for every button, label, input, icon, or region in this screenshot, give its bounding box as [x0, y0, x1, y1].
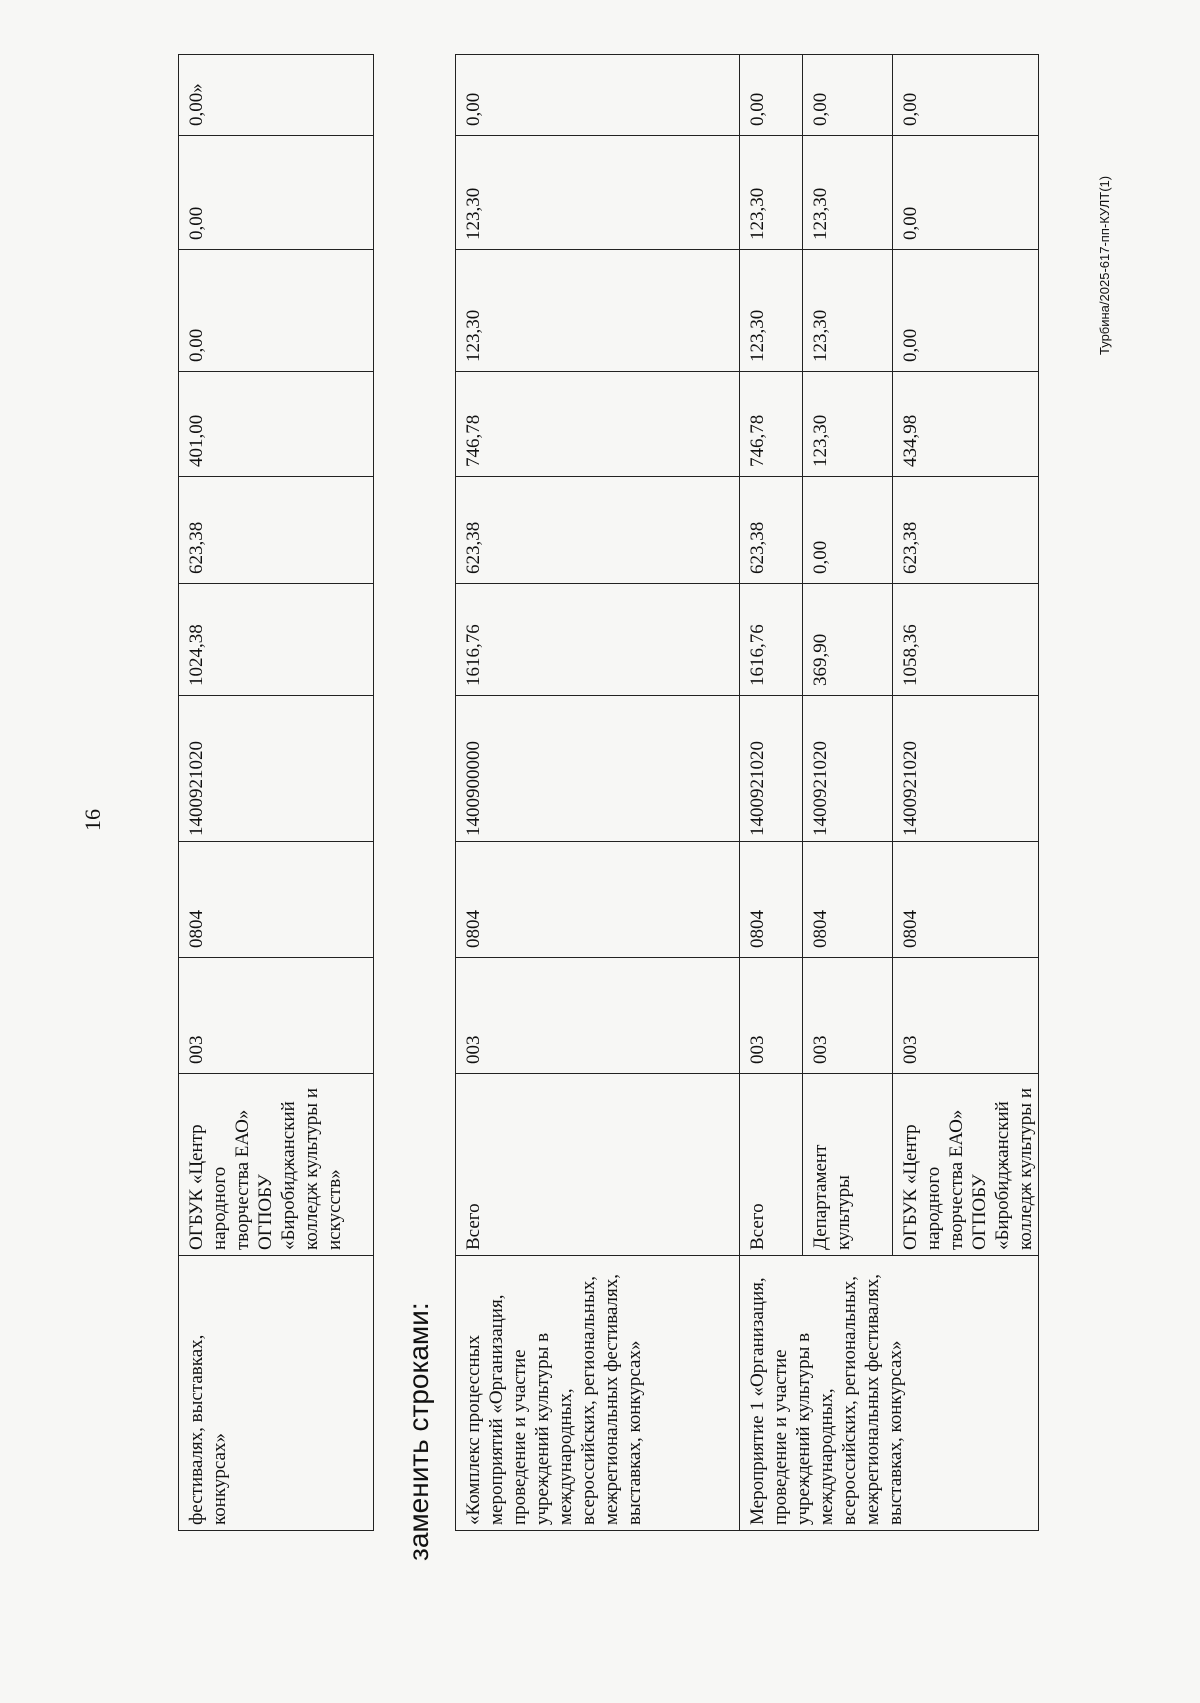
year-value-cell: 0,00: [803, 477, 893, 584]
year-value-cell: 0,00: [456, 55, 740, 136]
year-value-cell: 123,30: [803, 136, 893, 250]
year-value-cell: 123,30: [456, 250, 740, 372]
total-cell: 1058,36: [893, 584, 1039, 696]
section-cell: 0804: [179, 842, 374, 958]
year-value-cell: 123,30: [803, 372, 893, 477]
year-value-cell: 0,00: [893, 250, 1039, 372]
table-row: [179, 55, 374, 1531]
target-article-cell: 1400900000: [456, 696, 740, 842]
target-article-cell: 1400921020: [179, 696, 374, 842]
table-row: [740, 55, 803, 1531]
year-value-cell: 0,00: [893, 136, 1039, 250]
year-value-cell: 0,00: [893, 55, 1039, 136]
target-article-cell: 1400921020: [893, 696, 1039, 842]
year-value-cell: 623,38: [456, 477, 740, 584]
year-value-cell: 0,00: [179, 136, 374, 250]
year-value-cell: 0,00: [803, 55, 893, 136]
code-cell: 003: [179, 958, 374, 1074]
executor-cell: Всего: [740, 1074, 803, 1256]
year-value-cell: 0,00: [740, 55, 803, 136]
code-cell: 003: [740, 958, 803, 1074]
total-cell: 1616,76: [740, 584, 803, 696]
target-article-cell: 1400921020: [740, 696, 803, 842]
year-value-cell: 623,38: [179, 477, 374, 584]
event-name-cell: Мероприятие 1 «Организация, проведение и участие учреждений культуры в международных, всероссийских, региональных, межрегиональных фестивалях, выставках, конкурсах»: [740, 1256, 1039, 1531]
year-value-cell: 401,00: [179, 372, 374, 477]
year-value-cell: 0,00»: [179, 55, 374, 136]
year-value-cell: 746,78: [740, 372, 803, 477]
year-value-cell: 0,00: [179, 250, 374, 372]
section-cell: 0804: [893, 842, 1039, 958]
executor-cell: ОГБУК «Центр народного творчества ЕАО» ОГПОБУ «Биробиджанский колледж культуры и: [893, 1074, 1039, 1256]
document-footer: Турбина/2025-617-пп-КУЛТ(1): [1097, 175, 1112, 355]
total-cell: 1024,38: [179, 584, 374, 696]
year-value-cell: 434,98: [893, 372, 1039, 477]
total-cell: 369,90: [803, 584, 893, 696]
section-cell: 0804: [740, 842, 803, 958]
section-cell: 0804: [456, 842, 740, 958]
table-top: [178, 54, 374, 1531]
table-replacement: [455, 54, 1039, 1531]
replace-caption: заменить строками:: [403, 1302, 434, 1561]
year-value-cell: 746,78: [456, 372, 740, 477]
code-cell: 003: [893, 958, 1039, 1074]
total-cell: 1616,76: [456, 584, 740, 696]
table-row: [456, 55, 740, 1531]
year-value-cell: 123,30: [803, 250, 893, 372]
executor-cell: Всего: [456, 1074, 740, 1256]
event-name-cell: «Комплекс процессных мероприятий «Организация, проведение и участие учреждений культуры в международных, всероссийских, региональных, межрегиональных фестивалях, выставках, конкурсах»: [456, 1256, 740, 1531]
year-value-cell: 623,38: [740, 477, 803, 584]
event-name-cell: фестивалях, выставках, конкурсах»: [179, 1256, 374, 1531]
executor-cell: Департамент культуры: [803, 1074, 893, 1256]
code-cell: 003: [456, 958, 740, 1074]
page-number: 16: [80, 809, 105, 831]
year-value-cell: 123,30: [456, 136, 740, 250]
target-article-cell: 1400921020: [803, 696, 893, 842]
executor-cell: ОГБУК «Центр народного творчества ЕАО» ОГПОБУ «Биробиджанский колледж культуры и искусств»: [179, 1074, 374, 1256]
year-value-cell: 123,30: [740, 250, 803, 372]
section-cell: 0804: [803, 842, 893, 958]
code-cell: 003: [803, 958, 893, 1074]
year-value-cell: 123,30: [740, 136, 803, 250]
year-value-cell: 623,38: [893, 477, 1039, 584]
